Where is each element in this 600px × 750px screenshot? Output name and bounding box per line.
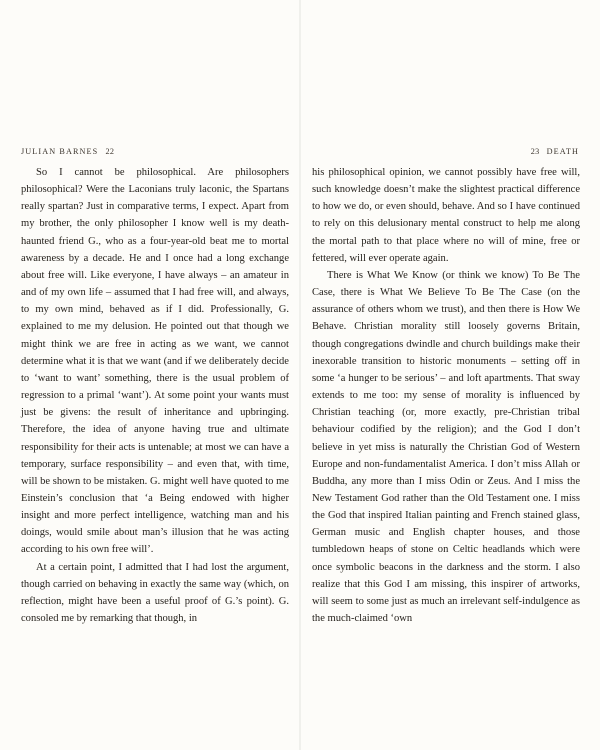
paragraph-continuation: his philosophical opinion, we cannot possibly have free will, such knowledge doesn’t make the slightest practical difference to how we do, or even should, behave. And so I have continued to rely on this delusionary mental construct to help me along the mortal path to that place where no will of mine, free or fettered, will ever operate again. [312, 167, 580, 264]
left-page-number: 22 [105, 147, 115, 156]
left-page-body [21, 164, 289, 627]
right-page-body [312, 164, 580, 627]
author-name: JULIAN BARNES [21, 147, 99, 156]
paragraph: So I cannot be philosophical. Are philosophers philosophical? Were the Laconians truly laconic, the Spartans really spartan? Just in comparative terms, I expect. Apart from my brother, the only philosopher I know well is my death-haunted friend G., who as a four-year-old beat me to mortal awareness by a decade. He and I once had a long exchange about free will. Like everyone, I have always – an amateur in and of my own life – assumed that I had free will, and always, to my own mind, behaved as if I did. Professionally, G. explained to me my delusion. He pointed out that though we might think we are free in acting as we want, we cannot determine what it is that we want (and if we deliberately decide to ‘want to want’ something, there is the usual problem of regression to a primal ‘want’). At some point your wants must just be givens: the result of inheritance and upbringing. Therefore, the idea of anyone having true and ultimate responsibility for their acts is untenable; at most we can have a temporary, surface responsibility – and even that, with time, will be shown to be mistaken. G. might well have quoted to me Einstein’s conclusion that ‘a Being endowed with higher insight and more perfect intelligence, watching man and his doings, would smile about man’s illusion that he was acting according to his own free will’. [21, 167, 289, 556]
book-gutter [299, 0, 301, 750]
left-running-head [21, 147, 118, 156]
paragraph: There is What We Know (or think we know) To Be The Case, there is What We Believe To Be The Case (on the assurance of others whom we trust), and then there is How We Behave. Christian morality still loosely governs Britain, though congregations dwindle and church buildings make their inexorable transition to historic monuments – setting off in some ‘a hunger to be serious’ – and loft apartments. That sway extends to me too: my sense of morality is influenced by Christian teaching (or, more exactly, pre-Christian tribal behaviour codified by the religion); and the God I don’t believe in yet miss is naturally the Christian God of Western Europe and non-fundamentalist America. I don’t miss Allah or Buddha, any more than I miss Odin or Zeus. And I miss the New Testament God rather than the Old Testament one. I miss the God that inspired Italian painting and French stained glass, German music and English chapter houses, and those tumbledown heaps of stone on Celtic headlands which were once symbolic beacons in the darkness and the storm. I also realize that this God I am missing, this inspirer of artworks, will seem to some just as much an irrelevant self-indulgence as the much-claimed ‘own [312, 269, 580, 625]
paragraph: At a certain point, I admitted that I had lost the argument, though carried on behaving in exactly the same way (which, on reflection, might have been a useful proof of G.’s point). G. consoled me by remarking that though, in [21, 561, 289, 625]
right-running-head [527, 147, 579, 156]
right-page-number: 23 [530, 147, 540, 156]
chapter-title: DEATH [546, 147, 579, 156]
